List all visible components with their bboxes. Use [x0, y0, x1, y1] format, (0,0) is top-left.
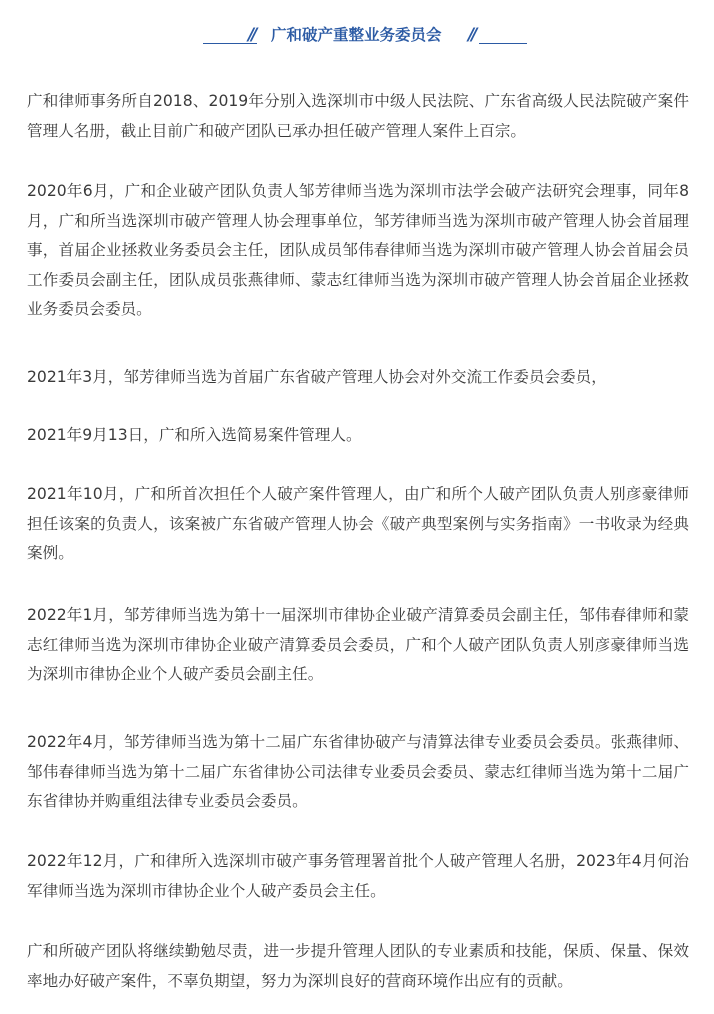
- paragraph-2021-october: 2021年10月，广和所首次担任个人破产案件管理人，由广和所个人破产团队负责人别彦豪律师担任该案的负责人，该案被广东省破产管理人协会《破产典型案例与实务指南》一书收录为经典案例。: [27, 485, 689, 562]
- section-header: [0, 18, 714, 50]
- paragraph-2022-january: 2022年1月，邹芳律师当选为第十一届深圳市律协企业破产清算委员会副主任，邹伟春律师和蒙志红律师当选为深圳市律协企业破产清算委员会委员，广和个人破产团队负责人别彦豪律师当选为深圳市律协企业个人破产委员会副主任。: [27, 606, 689, 683]
- header-right-rule: [479, 43, 527, 44]
- header-right-mark: //: [468, 25, 475, 45]
- paragraph-2021-march: 2021年3月，邹芳律师当选为首届广东省破产管理人协会对外交流工作委员会委员，: [27, 368, 607, 386]
- paragraph-2020: 2020年6月，广和企业破产团队负责人邹芳律师当选为深圳市法学会破产法研究会理事，同年8月，广和所当选深圳市破产管理人协会理事单位，邹芳律师当选为深圳市破产管理人协会首届理事，首届企业拯救业务委员会主任，团队成员邹伟春律师当选为深圳市破产管理人协会首届会员工作委员会副主任，团队成员张燕律师、蒙志红律师当选为深圳市破产管理人协会首届企业拯救业务委员会委员。: [27, 182, 689, 318]
- header-left-mark: //: [248, 25, 255, 45]
- paragraph-admission: 广和律师事务所自2018、2019年分别入选深圳市中级人民法院、广东省高级人民法院破产案件管理人名册，截止目前广和破产团队已承办担任破产管理人案件上百宗。: [27, 92, 689, 140]
- section-title: 广和破产重整业务委员会: [271, 26, 442, 44]
- paragraph-closing: 广和所破产团队将继续勤勉尽责，进一步提升管理人团队的专业素质和技能，保质、保量、保效率地办好破产案件，不辜负期望，努力为深圳良好的营商环境作出应有的贡献。: [27, 942, 689, 990]
- paragraph-2021-september: 2021年9月13日，广和所入选简易案件管理人。: [27, 426, 362, 444]
- paragraph-2022-april: 2022年4月，邹芳律师当选为第十二届广东省律协破产与清算法律专业委员会委员。张燕律师、邹伟春律师当选为第十二届广东省律协公司法律专业委员会委员、蒙志红律师当选为第十二届广东省律协并购重组法律专业委员会委员。: [27, 733, 689, 810]
- paragraph-2022-december: 2022年12月，广和律所入选深圳市破产事务管理署首批个人破产管理人名册，2023年4月何治军律师当选为深圳市律协企业个人破产委员会主任。: [27, 852, 689, 900]
